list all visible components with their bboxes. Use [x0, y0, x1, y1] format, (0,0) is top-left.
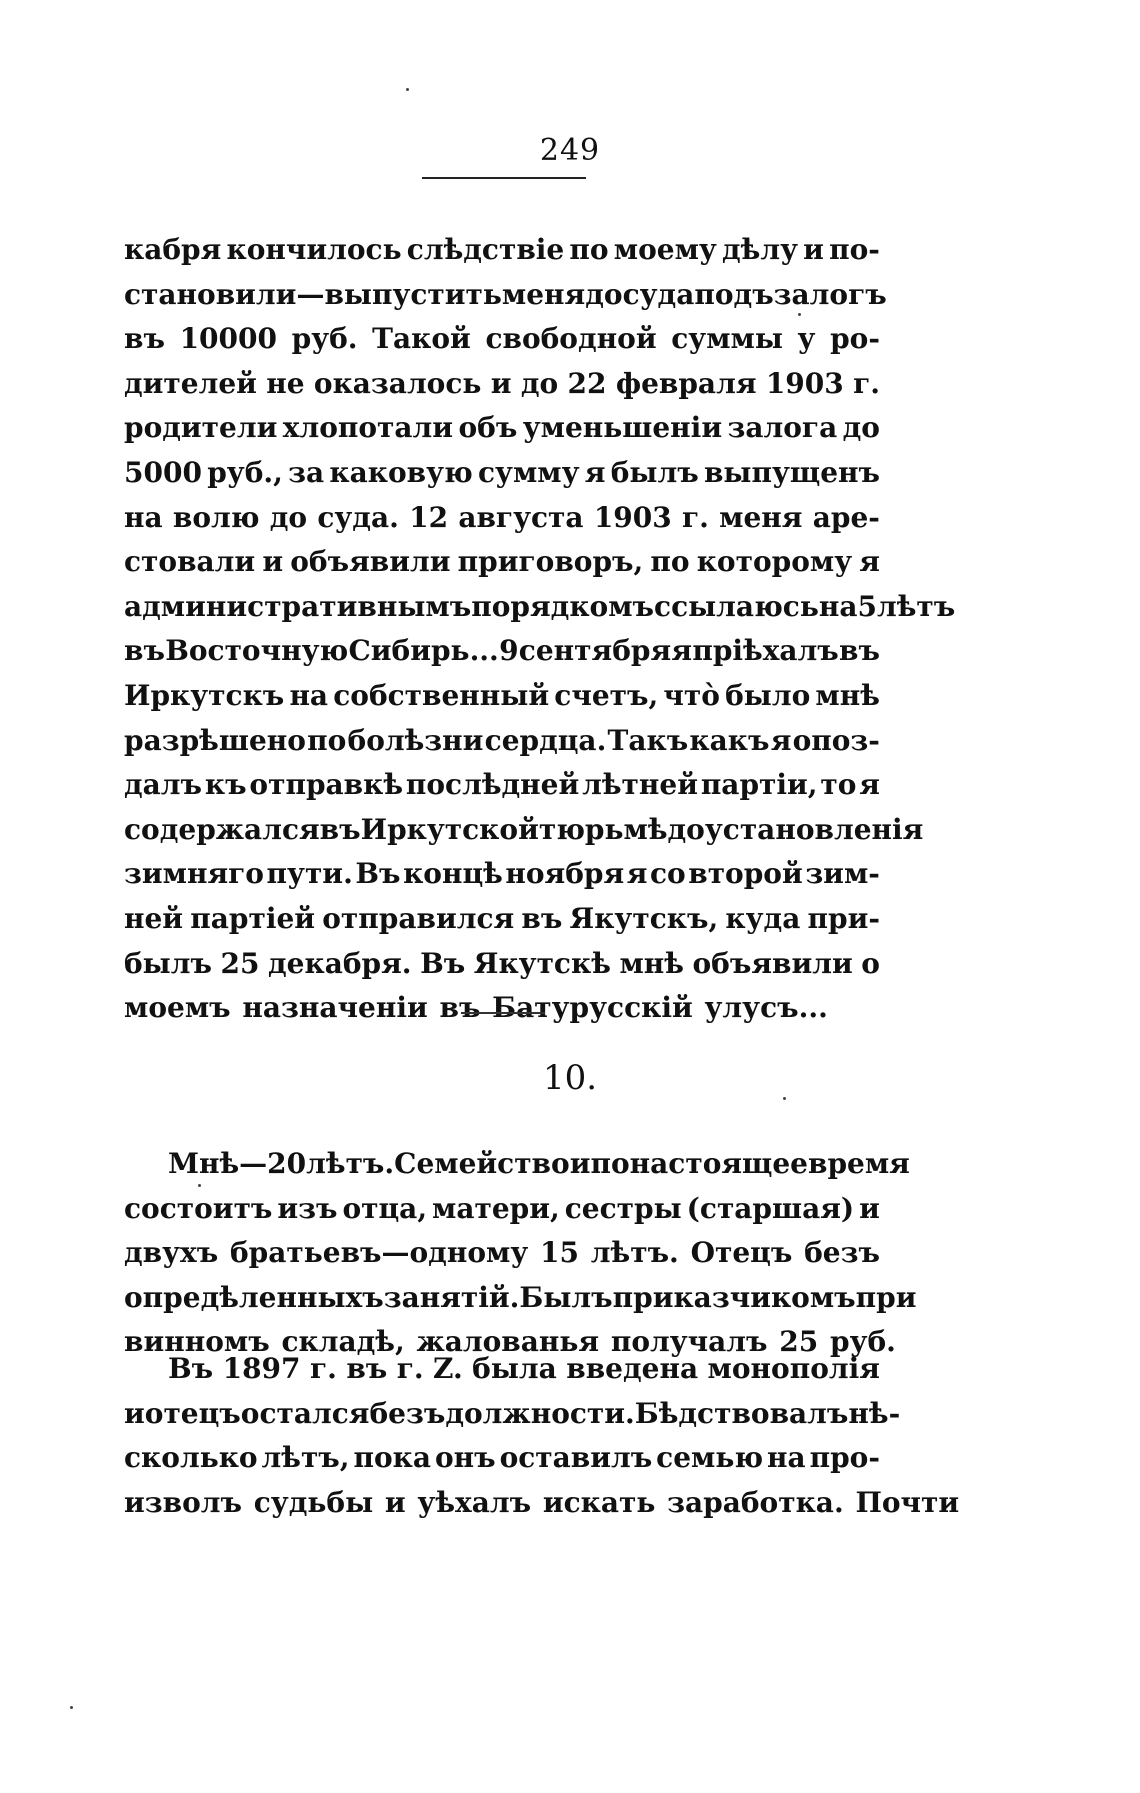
text-line: разрѣшено по болѣзни сердца. Такъ какъ я опоз-: [124, 723, 880, 757]
page-number: 249: [539, 133, 601, 168]
scan-speck: [406, 88, 409, 91]
scan-speck: [798, 313, 801, 316]
text-line: въ 10000 руб. Такой свободной суммы у ро-: [124, 322, 880, 356]
text-line: опредѣленныхъ занятій. Былъ приказчикомъ при: [124, 1280, 917, 1314]
section-divider: [461, 1012, 545, 1014]
text-line: Въ 1897 г. въ г. Z. была введена монополія: [168, 1352, 880, 1385]
text-line: 5000 руб., за каковую сумму я былъ выпущенъ: [124, 455, 880, 489]
header-rule: [422, 177, 586, 179]
text-line: Иркутскъ на собственный счетъ, что̀ было мнѣ: [124, 678, 880, 712]
scan-speck: [198, 1184, 201, 1187]
text-line: Мнѣ—20 лѣтъ. Семейство и по настоящее время: [168, 1147, 910, 1180]
scan-speck: [783, 1097, 786, 1100]
text-line: сколько лѣтъ, пока онъ оставилъ семью на про-: [124, 1441, 880, 1475]
text-line: ней партіей отправился въ Якутскъ, куда при-: [124, 901, 880, 935]
text-line: винномъ складѣ, жалованья получалъ 25 руб.: [124, 1325, 896, 1359]
text-line: родители хлопотали объ уменьшеніи залога до: [124, 411, 880, 445]
paragraph-father: [124, 1347, 960, 1525]
paragraph-family: [124, 1142, 917, 1365]
text-line: двухъ братьевъ—одному 15 лѣтъ. Отецъ безъ: [124, 1236, 880, 1270]
text-line: былъ 25 декабря. Въ Якутскѣ мнѣ объявили о: [124, 946, 880, 980]
text-line: далъ къ отправкѣ послѣдней лѣтней партіи, то я: [124, 768, 880, 802]
text-line: въ Восточную Сибирь... 9 сентября я пріѣхалъ въ: [124, 634, 880, 668]
text-line: дителей не оказалось и до 22 февраля 1903 г.: [124, 366, 880, 400]
text-line: моемъ назначеніи въ Батурусскій улусъ...: [124, 991, 828, 1025]
text-line: изволъ судьбы и уѣхалъ искать заработка. Почти: [124, 1485, 960, 1519]
text-line: стовали и объявили приговоръ, по которому я: [124, 545, 880, 579]
paragraph-continued: [124, 228, 956, 1031]
text-line: содержался въ Иркутской тюрьмѣ до установленія: [124, 812, 924, 846]
text-line: состоитъ изъ отца, матери, сестры (старшая) и: [124, 1191, 880, 1225]
text-line: зимняго пути. Въ концѣ ноября я со второй зим-: [124, 857, 880, 891]
text-line: кабря кончилось слѣдствіе по моему дѣлу и по-: [124, 233, 880, 266]
text-line: административнымъ порядкомъ ссылаюсь на 5 лѣтъ: [124, 589, 956, 623]
text-line: на волю до суда. 12 августа 1903 г. меня аре-: [124, 500, 880, 534]
text-line: и отецъ остался безъ должности. Бѣдствовалъ нѣ-: [124, 1396, 901, 1430]
scan-speck: [70, 1706, 73, 1709]
text-line: становили—выпустить меня до суда подъ залогъ: [124, 277, 887, 311]
section-number: 10.: [542, 1058, 598, 1098]
